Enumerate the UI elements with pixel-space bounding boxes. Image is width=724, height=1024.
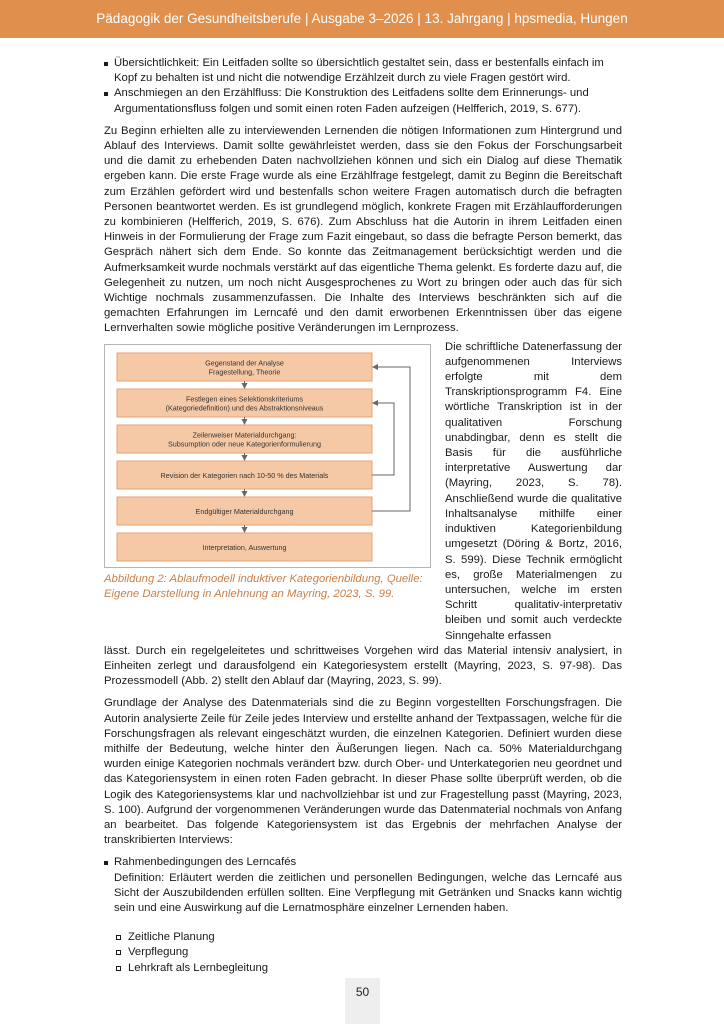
intro-bullet-list	[104, 56, 622, 117]
list-item: Zeitliche Planung	[114, 930, 622, 945]
subcategory-list	[114, 930, 622, 976]
figure-2	[104, 344, 435, 644]
paragraph-transcription: Die schriftliche Datenerfassung der aufgenommenen Interviews erfolgte mit dem Transkriptionsprogramm F4. Eine wörtliche Transkription ist in der qualitativen Forschung unabdingbar, denn es stellt die Basis für die ausführliche interpretative Auswertung dar (Mayring, 2023, S. 78). Anschließend wurde die qualitative Inhaltsanalyse mithilfe einer induktiven Kategorienbildung umgesetzt (Döring & Bortz, 2016, S. 599). Diese Technik ermöglicht es, große Materialmengen zu untersuchen, welche im ersten Schritt qualitativ-interpretativ bleiben und somit auch verdeckte Sinngehalte erfassen	[445, 340, 622, 642]
list-item: Lehrkraft als Lernbegleitung	[114, 961, 622, 976]
process-step-label: Revision der Kategorien nach 10-50 % des Materials	[160, 470, 329, 480]
category-list	[104, 855, 622, 870]
feedback-loop-arrow	[372, 403, 394, 475]
process-step-label: Fragestellung, Theorie	[208, 367, 281, 377]
paragraph-interview-procedure: Zu Beginn erhielten alle zu interviewenden Lernenden die nötigen Informationen zum Hintergrund und Ablauf des Interviews. Damit sollte gewährleistet werden, dass sie den Fokus der Forschungsarbeit und die damit zu erhebenden Daten nachvollziehen können und sich ein Dialog auf diese Thematik ergeben kann. Die erste Frage wurde als eine Erzählfrage festgelegt, damit zu Beginn die Bereitschaft zum Erzählen gefördert wird und bestenfalls schon weitere Fragen automatisch durch die befragten Personen beantwortet werden. Es ist grundlegend möglich, konkrete Fragen mit Erzählaufforderungen zu kombinieren (Helfferich, 2019, S. 676). Zum Abschluss hat die Autorin in ihrem Leitfaden einen Hinweis in der Formulierung der Frage zum Fazit eingebaut, so dass die befragte Person bemerkt, das Gespräch nähert sich dem Ende. So konnte das Zeitmanagement berücksichtigt werden und die Aufmerksamkeit wurde nochmals verstärkt auf das eigentliche Thema gelenkt. Es forderte dazu auf, die Gelegenheit zu nutzen, um noch nicht Ausgesprochenes zu Wort zu bringen oder auch das für sich Wichtige nochmals zusammenzufassen. Die Inhalte des Interviews beschränkten sich auf die gemachten Erfahrungen im Lerncafé und den damit erworbenen Erkenntnissen über das eigene Lernverhalten sowie mögliche positive Veränderungen im Lernprozess.	[104, 124, 622, 335]
feedback-loop-arrow	[372, 367, 410, 511]
process-step-label: (Kategoriedefinition) und des Abstraktionsniveaus	[165, 403, 324, 413]
process-model-diagram	[104, 344, 431, 568]
figure-row	[104, 340, 622, 644]
process-step-label: Zeilenweiser Materialdurchgang:	[192, 430, 297, 440]
process-step-label: Festlegen eines Selektionskriteriums	[185, 394, 304, 404]
list-item: Übersichtlichkeit: Ein Leitfaden sollte so übersichtlich gestaltet sein, dass er bestenfalls einfach im Kopf zu behalten ist und nicht die notwendige Erzählzeit durch zu viele Fragen gestört wird.	[104, 56, 622, 86]
list-item: Verpflegung	[114, 945, 622, 960]
list-item: Anschmiegen an den Erzählfluss: Die Konstruktion des Leitfadens sollte dem Erinnerungs- und Argumentationsfluss folgen und somit einen roten Faden aufzeigen (Helfferich, 2019, S. 677).	[104, 86, 622, 116]
paragraph-transcription-continued: lässt. Durch ein regelgeleitetes und schrittweises Vorgehen wird das Material intensiv analysiert, in Einheiten zerlegt und darausfolgend ein Kategoriesystem erstellt (Mayring, 2023, S. 97-98). Das Prozessmodell (Abb. 2) stellt den Ablauf dar (Mayring, 2023, S. 99).	[104, 644, 622, 688]
page-number-text: 50	[355, 985, 370, 999]
journal-header	[0, 0, 724, 38]
process-step-label: Subsumption oder neue Kategorienformulierung	[167, 439, 322, 449]
process-model-svg	[105, 345, 430, 567]
category-definition: Definition: Erläutert werden die zeitlichen und personellen Bedingungen, welche das Lerncafé aus Sicht der Auszubildenden erfüllen sollten. Eine Verpflegung mit Getränken und Snacks kann wichtig sein und eine Auswirkung auf die Lernatmosphäre einzelner Lernenden haben.	[114, 871, 622, 914]
page-number	[345, 978, 380, 1024]
header-text: Pädagogik der Gesundheitsberufe | Ausgabe 3–2026 | 13. Jahrgang | hpsmedia, Hungen	[96, 11, 628, 26]
process-step-label: Endgültiger Materialdurchgang	[195, 506, 294, 516]
figure-caption: Abbildung 2: Ablaufmodell induktiver Kategorienbildung, Quelle: Eigene Darstellung in Anlehnung an Mayring, 2023, S. 99.	[104, 572, 423, 600]
process-step-label: Gegenstand der Analyse	[205, 358, 284, 368]
category-title: Rahmenbedingungen des Lerncafés	[104, 855, 622, 870]
article-body	[104, 56, 622, 976]
process-step-label: Interpretation, Auswertung	[202, 542, 287, 552]
paragraph-analysis: Grundlage der Analyse des Datenmaterials sind die zu Beginn vorgestellten Forschungsfragen. Die Autorin analysierte Zeile für Zeile jedes Interview und erstellte anhand der Textpassagen, welche für die Forschungsfragen als relevant eingeschätzt wurden, die einzelnen Kategorien. Definiert wurden diese mithilfe der Bedeutung, welche hinter den Äußerungen liegen. Nach ca. 50% Materialdurchgang wurden einige Kategorien nochmals verändert bzw. durch Ober- und Unterkategorien neu geordnet und das Kategoriensystem in einen roten Faden gebracht. In dieser Phase sollte überprüft werden, ob die Logik des Kategoriensystems klar und nachvollziehbar ist und zur Fragestellung passt (Mayring, 2023, S. 100). Aufgrund der vorgenommenen Veränderungen wurde das Datenmaterial nochmals von Anfang an bearbeitet. Das folgende Kategoriensystem ist das Ergebnis der mehrfachen Analyse der transkribierten Interviews:	[104, 697, 622, 847]
